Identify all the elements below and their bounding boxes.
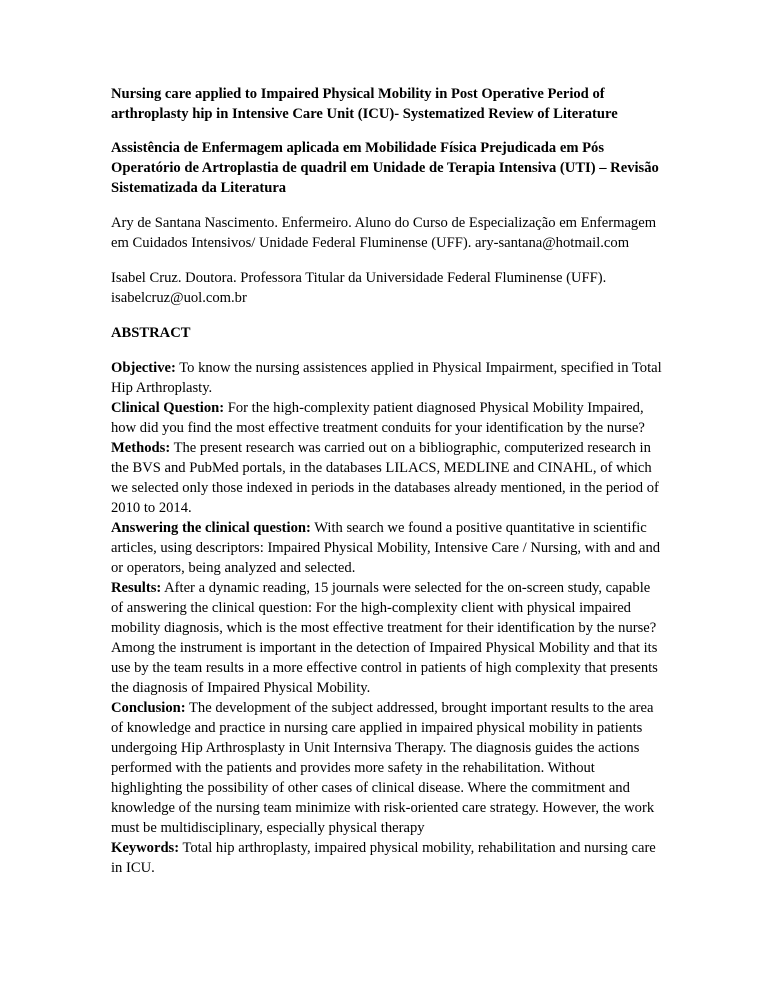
section-label: Conclusion: (111, 700, 186, 716)
section-label: Methods: (111, 440, 171, 456)
abstract-conclusion (111, 698, 663, 838)
abstract-results (111, 578, 663, 698)
section-text: To know the nursing assistences applied in Physical Impairment, specified in Total Hip Arthroplasty. (111, 360, 662, 396)
abstract-clinical-question (111, 398, 663, 438)
abstract-methods (111, 438, 663, 518)
section-label: Answering the clinical question: (111, 520, 311, 536)
abstract-heading: ABSTRACT (111, 325, 191, 341)
section-text: The present research was carried out on a bibliographic, computerized research in the BVS and PubMed portals, in the databases LILACS, MEDLINE and CINAHL, of which we selected only those indexed in periods in the databases already mentioned, in the period of 2010 to 2014. (111, 440, 659, 516)
section-label: Objective: (111, 360, 176, 376)
title-english: Nursing care applied to Impaired Physical Mobility in Post Operative Period of arthroplasty hip in Intensive Care Unit (ICU)- Systematized Review of Literature (111, 86, 618, 122)
section-text: With search we found a positive quantitative in scientific articles, using descriptors: Impaired Physical Mobility, Intensive Care / Nursing, with and and or operators, being analyzed and selected. (111, 520, 661, 576)
abstract-keywords (111, 838, 663, 878)
abstract-body (111, 358, 663, 878)
section-text: After a dynamic reading, 15 journals were selected for the on-screen study, capable of answering the clinical question: For the high-complexity client with physical impaired mobility diagnosis, which is the most effective treatment for their identification by the nurse? Among the instrument is important in the detection of Impaired Physical Mobility and that its use by the team results in a more effective control in patients of high complexity that presents the diagnosis of Impaired Physical Mobility. (111, 580, 658, 696)
section-label: Results: (111, 580, 162, 596)
section-text: The development of the subject addressed, brought important results to the area of knowledge and practice in nursing care applied in impaired physical mobility in patients undergoing Hip Arthrosplasty in Unit Internsiva Therapy. The diagnosis guides the actions performed with the patients and provides more safety in the rehabilitation. Without highlighting the possibility of other cases of clinical disease. Where the commitment and knowledge of the nursing team minimize with risk-oriented care strategy. However, the work must be multidisciplinary, especially physical therapy (111, 700, 655, 836)
section-text: Total hip arthroplasty, impaired physical mobility, rehabilitation and nursing care in ICU. (111, 840, 656, 876)
section-label: Clinical Question: (111, 400, 225, 416)
abstract-objective (111, 358, 663, 398)
author-affiliation-2: Isabel Cruz. Doutora. Professora Titular da Universidade Federal Fluminense (UFF). isabelcruz@uol.com.br (111, 270, 607, 306)
paper-page (111, 84, 663, 878)
title-portuguese: Assistência de Enfermagem aplicada em Mobilidade Física Prejudicada em Pós Operatório de Artroplastia de quadril em Unidade de Terapia Intensiva (UTI) – Revisão Sistematizada da Literatura (111, 140, 659, 196)
abstract-answering (111, 518, 663, 578)
section-label: Keywords: (111, 840, 180, 856)
section-text: For the high-complexity patient diagnosed Physical Mobility Impaired, how did you find the most effective treatment conduits for your identification by the nurse? (111, 400, 645, 436)
author-affiliation-1: Ary de Santana Nascimento. Enfermeiro. Aluno do Curso de Especialização em Enfermagem em Cuidados Intensivos/ Unidade Federal Fluminense (UFF). ary-santana@hotmail.com (111, 215, 657, 251)
